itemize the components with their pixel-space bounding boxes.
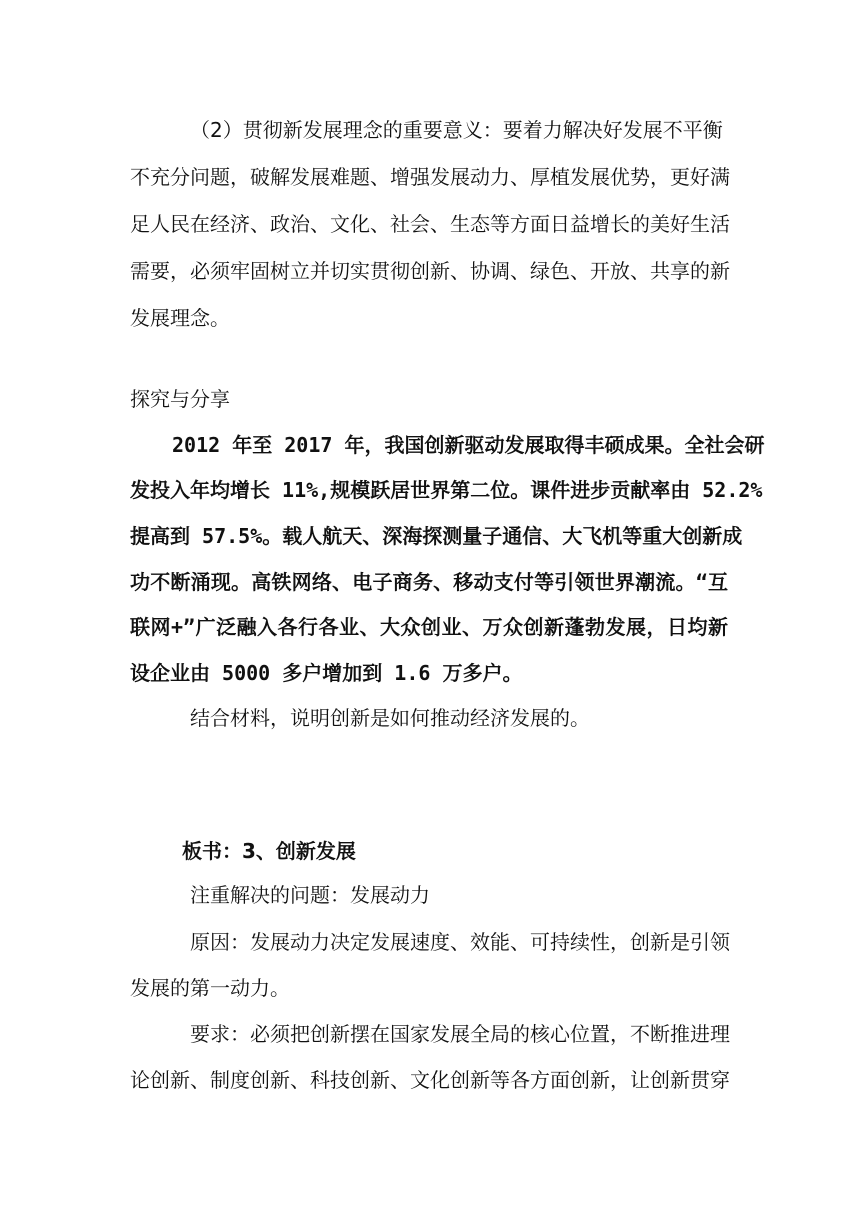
board-problem: 注重解决的问题：发展动力: [190, 883, 430, 907]
board-reason-line-1: 原因：发展动力决定发展速度、效能、可持续性，创新是引领: [190, 930, 730, 954]
significance-line-1: （2）贯彻新发展理念的重要意义：要着力解决好发展不平衡: [190, 118, 723, 142]
significance-line-5: 发展理念。: [130, 306, 230, 330]
material-line-5: 联网+”广泛融入各行各业、大众创业、万众创新蓬勃发展，日均新: [130, 615, 728, 639]
significance-line-3: 足人民在经济、政治、文化、社会、生态等方面日益增长的美好生活: [130, 212, 730, 236]
board-title: 板书：3、创新发展: [182, 839, 356, 863]
inquiry-question: 结合材料，说明创新是如何推动经济发展的。: [190, 706, 590, 730]
material-line-3: 提高到 57.5%。载人航天、深海探测量子通信、大飞机等重大创新成: [130, 524, 743, 548]
material-line-1: 2012 年至 2017 年，我国创新驱动发展取得丰硕成果。全社会研: [172, 433, 765, 457]
board-requirement-line-2: 论创新、制度创新、科技创新、文化创新等各方面创新，让创新贯穿: [130, 1068, 730, 1092]
board-requirement-line-1: 要求：必须把创新摆在国家发展全局的核心位置，不断推进理: [190, 1022, 730, 1046]
significance-line-2: 不充分问题，破解发展难题、增强发展动力、厚植发展优势，更好满: [130, 165, 730, 189]
board-reason-line-2: 发展的第一动力。: [130, 976, 290, 1000]
material-line-6: 设企业由 5000 多户增加到 1.6 万多户。: [130, 661, 523, 685]
significance-line-4: 需要，必须牢固树立并切实贯彻创新、协调、绿色、开放、共享的新: [130, 259, 730, 283]
material-line-2: 发投入年均增长 11%,规模跃居世界第二位。课件进步贡献率由 52.2%: [130, 478, 763, 502]
inquiry-heading: 探究与分享: [130, 387, 230, 411]
material-line-4: 功不断涌现。高铁网络、电子商务、移动支付等引领世界潮流。“互: [130, 570, 728, 594]
